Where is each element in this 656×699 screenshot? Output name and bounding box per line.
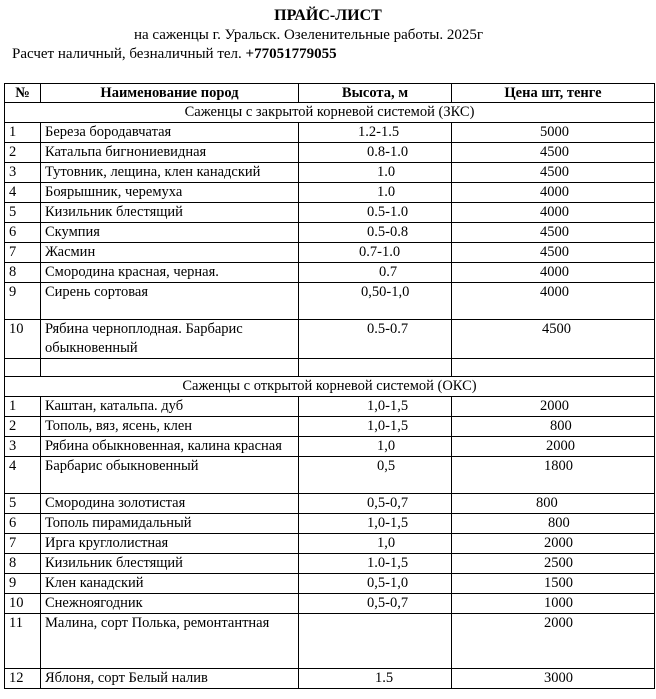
plant-name: Каштан, катальпа. дуб (41, 397, 299, 417)
plant-name: Жасмин (41, 243, 299, 263)
plant-price: 1500 (544, 575, 573, 591)
plant-price: 2500 (544, 555, 573, 571)
plant-name: Малина, сорт Полька, ремонтантная (41, 614, 299, 669)
row-number: 5 (5, 203, 41, 223)
row-number: 4 (5, 183, 41, 203)
plant-height: 0.5-0.8 (367, 224, 409, 240)
plant-name: Рябина обыкновенная, калина красная (41, 437, 299, 457)
plant-price: 4500 (540, 224, 569, 240)
plant-price: 800 (550, 418, 572, 434)
plant-price: 4000 (540, 264, 569, 280)
plant-price: 4500 (542, 321, 571, 337)
plant-name: Береза бородавчатая (41, 123, 299, 143)
column-header-price: Цена шт, тенге (452, 84, 655, 103)
plant-height: 0.7 (379, 264, 398, 280)
table-row (5, 183, 655, 203)
plant-price: 5000 (540, 124, 569, 140)
row-number: 5 (5, 494, 41, 514)
table-row (5, 283, 655, 320)
plant-price: 800 (536, 495, 558, 511)
plant-name: Тополь, вяз, ясень, клен (41, 417, 299, 437)
plant-name: Тополь пирамидальный (41, 514, 299, 534)
plant-price: 2000 (544, 535, 573, 551)
plant-price: 4000 (540, 284, 569, 300)
table-header-row (5, 84, 655, 103)
plant-name: Катальпа бигнониевидная (41, 143, 299, 163)
plant-name: Тутовник, лещина, клен канадский (41, 163, 299, 183)
empty-row (5, 359, 655, 377)
plant-height: 0.8-1.0 (367, 144, 409, 160)
plant-name: Рябина черноплодная. Барбарис обыкновенный (41, 320, 299, 359)
section-title-oks: Саженцы с открытой корневой системой (ОКС) (5, 377, 655, 397)
plant-height: 0,5-1,0 (367, 575, 409, 591)
table-row (5, 203, 655, 223)
plant-height: 1.0 (377, 164, 396, 180)
row-number: 4 (5, 457, 41, 494)
row-number: 7 (5, 243, 41, 263)
section-row-zks (5, 103, 655, 123)
plant-height (299, 614, 452, 669)
plant-name: Ирга круглолистная (41, 534, 299, 554)
plant-height: 1,0-1,5 (367, 515, 409, 531)
row-number: 8 (5, 263, 41, 283)
row-number: 3 (5, 163, 41, 183)
plant-height: 0.5-0.7 (367, 321, 409, 337)
plant-price: 4000 (540, 204, 569, 220)
table-row (5, 669, 655, 689)
plant-height: 0.7-1.0 (359, 244, 401, 260)
plant-name: Снежноягодник (41, 594, 299, 614)
table-row (5, 223, 655, 243)
table-row (5, 614, 655, 669)
row-number: 9 (5, 574, 41, 594)
row-number: 3 (5, 437, 41, 457)
table-row (5, 494, 655, 514)
row-number: 2 (5, 143, 41, 163)
table-row (5, 554, 655, 574)
plant-price: 2000 (540, 398, 569, 414)
plant-price: 4500 (540, 164, 569, 180)
column-header-number: № (5, 84, 41, 103)
plant-price: 4500 (540, 144, 569, 160)
plant-price: 4500 (540, 244, 569, 260)
plant-name: Смородина красная, черная. (41, 263, 299, 283)
table-row (5, 457, 655, 494)
plant-height: 1.5 (375, 670, 394, 686)
table-row (5, 163, 655, 183)
column-header-height: Высота, м (299, 84, 452, 103)
row-number: 6 (5, 223, 41, 243)
table-row (5, 437, 655, 457)
section-row-oks (5, 377, 655, 397)
plant-height: 1,0 (377, 438, 396, 454)
row-number: 10 (5, 320, 41, 359)
table-row (5, 263, 655, 283)
plant-name: Яблоня, сорт Белый налив (41, 669, 299, 689)
table-row (5, 417, 655, 437)
plant-price: 1800 (544, 458, 573, 474)
table-row (5, 243, 655, 263)
table-row (5, 574, 655, 594)
contact-line (12, 45, 337, 64)
plant-price: 4000 (540, 184, 569, 200)
plant-name: Клен канадский (41, 574, 299, 594)
row-number: 8 (5, 554, 41, 574)
page-title: ПРАЙС-ЛИСТ (274, 7, 382, 24)
phone-number: +77051779055 (245, 46, 337, 62)
table-row (5, 514, 655, 534)
plant-height: 0,5-0,7 (367, 595, 409, 611)
plant-name: Смородина золотистая (41, 494, 299, 514)
table-row (5, 143, 655, 163)
row-number: 11 (5, 614, 41, 669)
plant-name: Скумпия (41, 223, 299, 243)
table-row (5, 534, 655, 554)
subtitle: на саженцы г. Уральск. Озеленительные работы. 2025г (134, 27, 484, 43)
row-number: 10 (5, 594, 41, 614)
plant-name: Барбарис обыкновенный (41, 457, 299, 494)
plant-price: 1000 (544, 595, 573, 611)
row-number: 2 (5, 417, 41, 437)
plant-height: 1,0-1,5 (367, 398, 409, 414)
plant-height: 0,50-1,0 (361, 284, 410, 300)
row-number: 7 (5, 534, 41, 554)
row-number: 1 (5, 397, 41, 417)
plant-name: Сирень сортовая (41, 283, 299, 320)
table-row (5, 320, 655, 359)
plant-name: Кизильник блестящий (41, 203, 299, 223)
table-row (5, 123, 655, 143)
row-number: 1 (5, 123, 41, 143)
contact-prefix: Расчет наличный, безналичный тел. (12, 46, 246, 62)
plant-height: 1.0 (377, 184, 396, 200)
plant-height: 0,5 (377, 458, 396, 474)
plant-height: 1,0-1,5 (367, 418, 409, 434)
column-header-name: Наименование пород (41, 84, 299, 103)
table-row (5, 594, 655, 614)
plant-height: 1.0-1,5 (367, 555, 409, 571)
row-number: 9 (5, 283, 41, 320)
plant-height: 0.5-1.0 (367, 204, 409, 220)
table-row (5, 397, 655, 417)
plant-height: 1.2-1.5 (358, 124, 400, 140)
section-title-zks: Саженцы с закрытой корневой системой (ЗКС) (5, 103, 655, 123)
row-number: 6 (5, 514, 41, 534)
plant-price: 800 (548, 515, 570, 531)
plant-price: 2000 (544, 615, 573, 631)
plant-price: 3000 (544, 670, 573, 686)
row-number: 12 (5, 669, 41, 689)
plant-height: 0,5-0,7 (367, 495, 409, 511)
price-table (4, 83, 655, 689)
plant-price: 2000 (546, 438, 575, 454)
plant-name: Боярышник, черемуха (41, 183, 299, 203)
plant-name: Кизильник блестящий (41, 554, 299, 574)
plant-height: 1,0 (377, 535, 396, 551)
